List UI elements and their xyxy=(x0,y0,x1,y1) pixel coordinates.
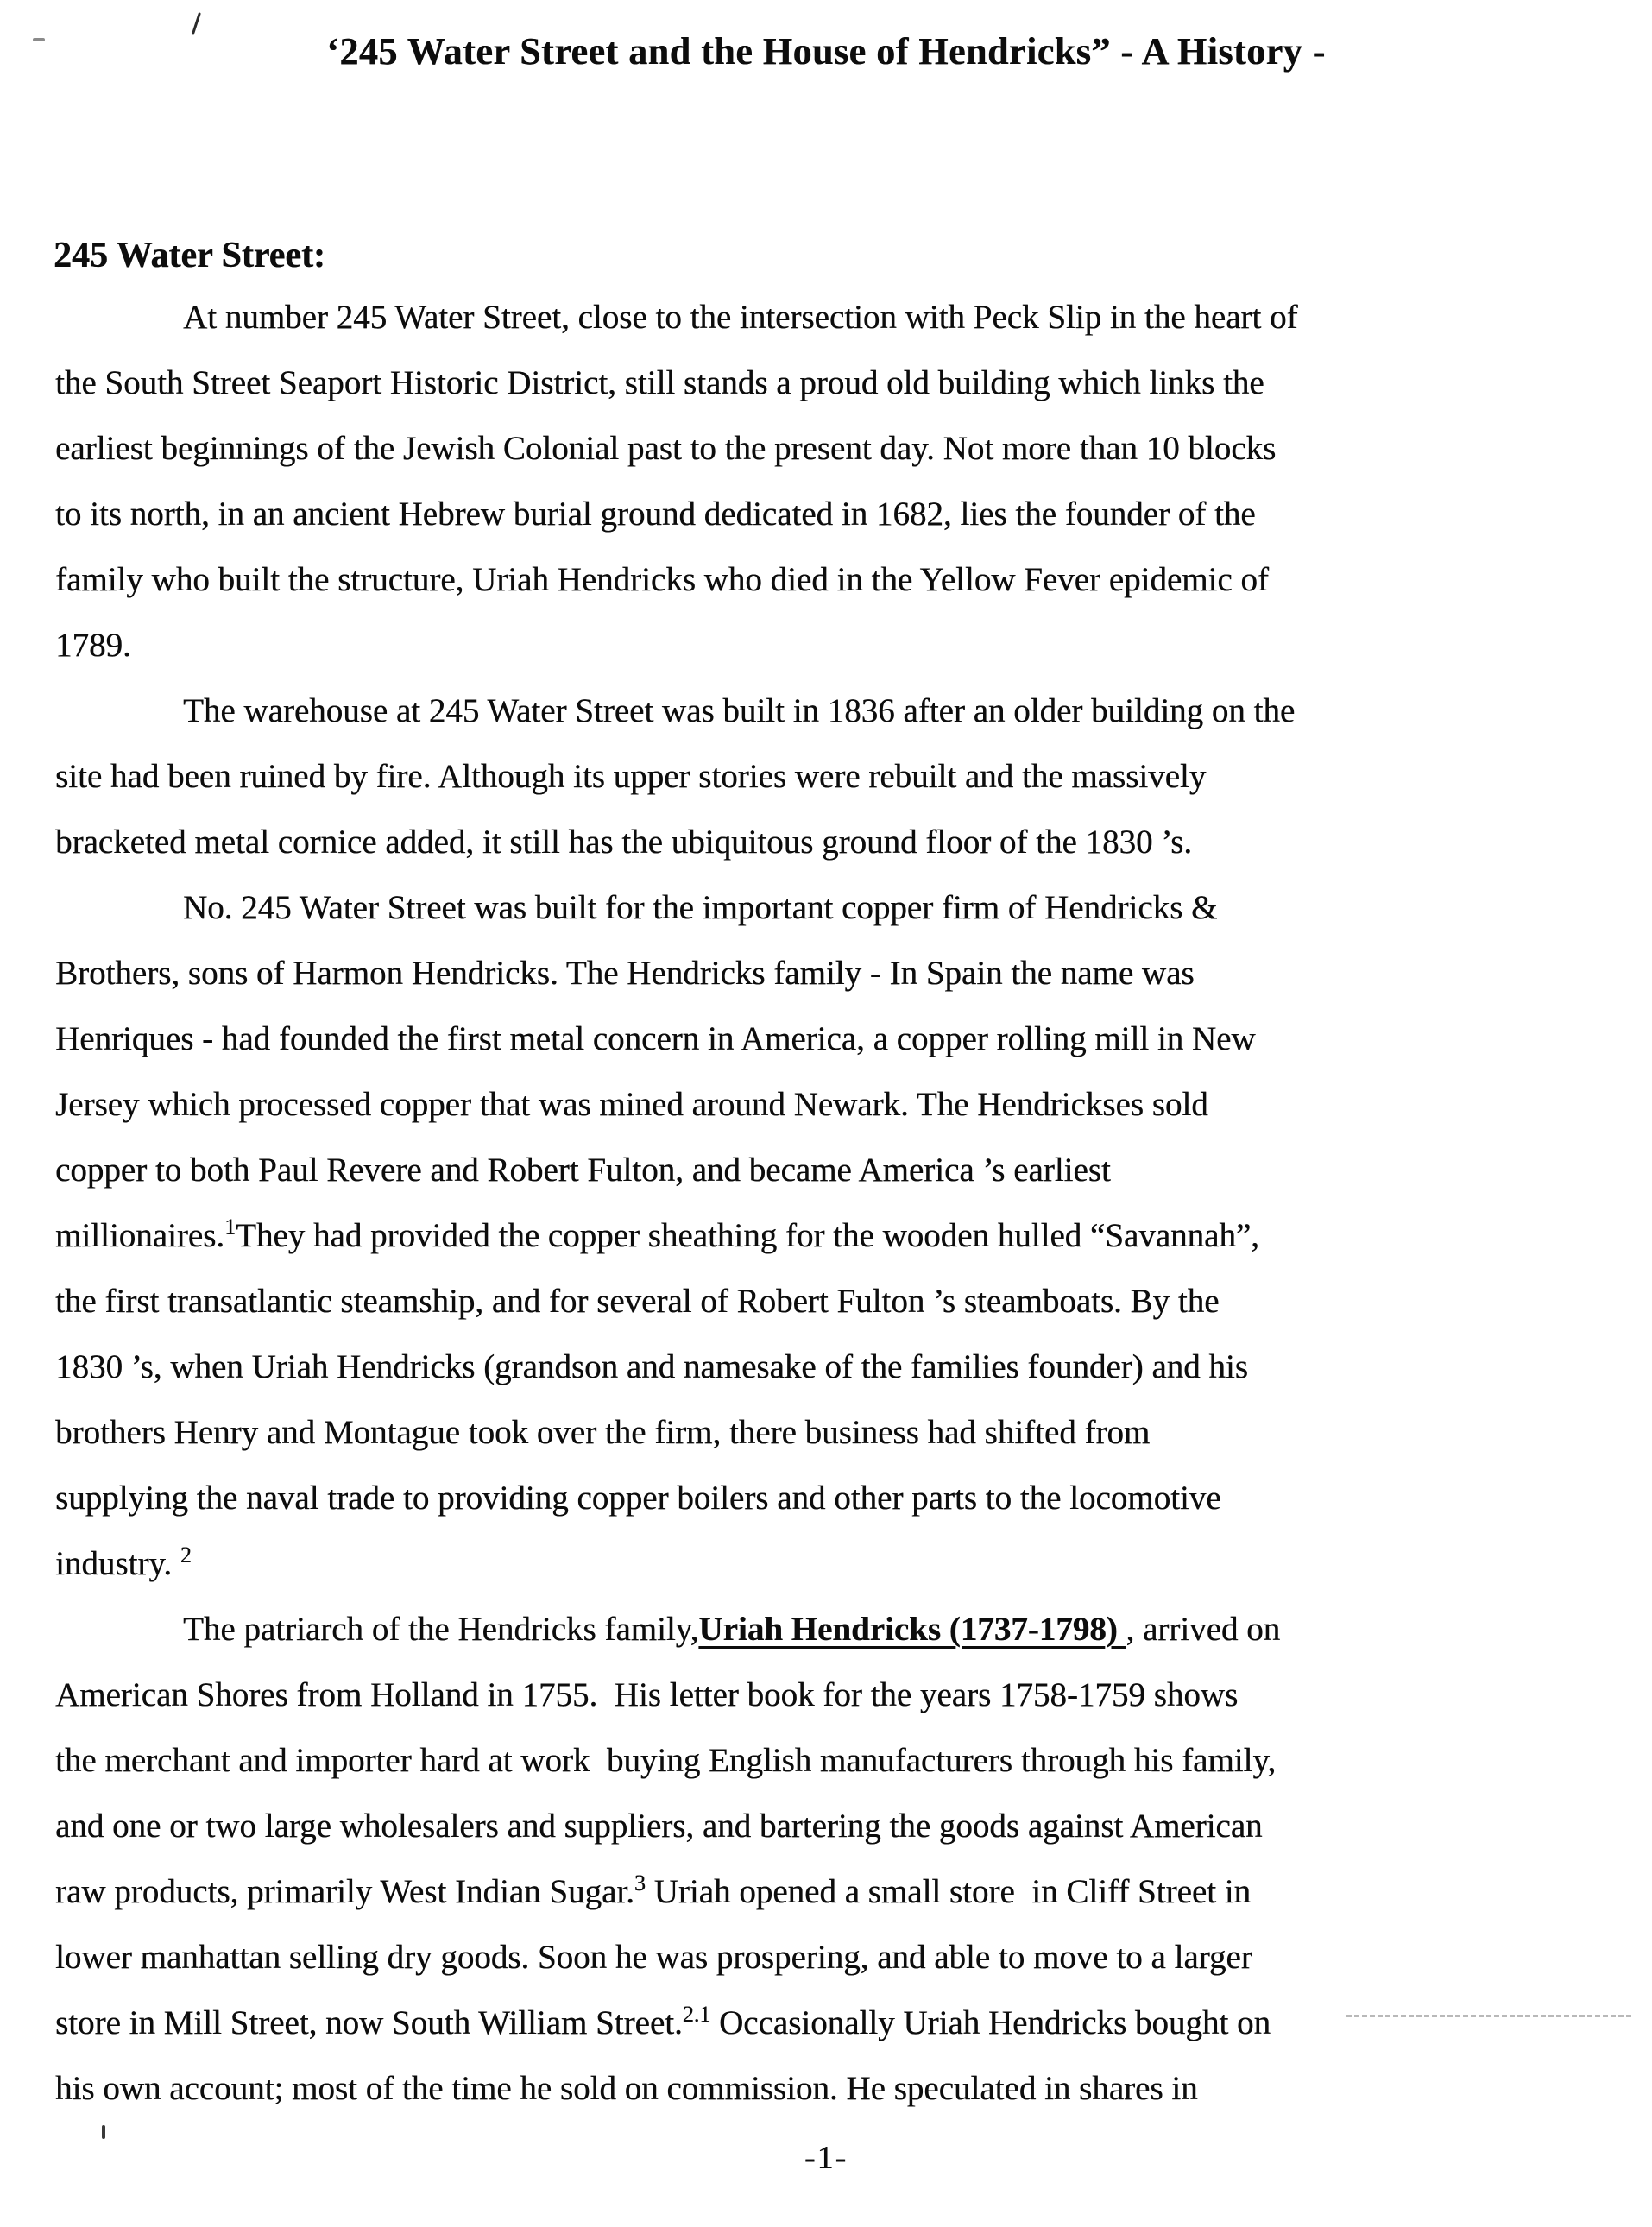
text-run: his own account; most of the time he sold on commission. He speculated in shares in xyxy=(55,2070,1198,2107)
scan-artifact xyxy=(102,2125,105,2139)
text-run: Brothers, sons of Harmon Hendricks. The Hendricks family - In Spain the name was xyxy=(55,955,1195,992)
page-title: ‘245 Water Street and the House of Hendricks” - A History - xyxy=(326,30,1326,73)
text-run: to its north, in an ancient Hebrew burial ground dedicated in 1682, lies the founder of the xyxy=(55,495,1256,533)
paragraph xyxy=(55,285,1602,678)
text-line xyxy=(55,1400,1602,1466)
text-line xyxy=(55,875,1602,941)
text-line xyxy=(55,1728,1602,1794)
text-line xyxy=(55,1662,1602,1728)
text-run: the South Street Seaport Historic District, still stands a proud old building which links the xyxy=(55,364,1264,401)
text-line xyxy=(55,1006,1602,1072)
text-line xyxy=(55,1531,1602,1597)
document-body xyxy=(55,285,1602,2122)
section-heading: 245 Water Street: xyxy=(54,236,325,275)
text-line xyxy=(55,941,1602,1006)
emphasized-name: Uriah Hendricks (1737-1798) xyxy=(698,1611,1126,1648)
text-line xyxy=(55,1269,1602,1334)
text-run: , arrived on xyxy=(1126,1611,1281,1648)
text-run: site had been ruined by fire. Although its upper stories were rebuilt and the massively xyxy=(55,758,1207,795)
text-line xyxy=(55,1138,1602,1203)
text-line xyxy=(55,1072,1602,1138)
text-line xyxy=(55,1794,1602,1859)
footnote-reference: 3 xyxy=(634,1871,646,1896)
text-run: the merchant and importer hard at work buying English manufacturers through his family, xyxy=(55,1742,1277,1779)
paragraph xyxy=(55,875,1602,1597)
text-run: Henriques - had founded the first metal concern in America, a copper rolling mill in New xyxy=(55,1020,1256,1057)
text-line xyxy=(55,1334,1602,1400)
text-run: industry. xyxy=(55,1545,180,1582)
text-line xyxy=(55,1990,1602,2056)
text-line xyxy=(55,1859,1602,1925)
text-run: American Shores from Holland in 1755. His letter book for the years 1758-1759 shows xyxy=(55,1676,1239,1713)
text-run: Uriah opened a small store in Cliff Street in xyxy=(645,1873,1252,1910)
text-run: The warehouse at 245 Water Street was built in 1836 after an older building on the xyxy=(183,692,1296,729)
page-number: -1- xyxy=(804,2140,848,2176)
text-line xyxy=(55,416,1602,482)
paragraph xyxy=(55,678,1602,875)
text-run: The patriarch of the Hendricks family, xyxy=(183,1611,699,1648)
text-run: raw products, primarily West Indian Sugar. xyxy=(55,1873,634,1910)
text-run: lower manhattan selling dry goods. Soon he was prospering, and able to move to a larger xyxy=(55,1939,1252,1976)
text-run: Occasionally Uriah Hendricks bought on xyxy=(710,2004,1271,2041)
text-run: store in Mill Street, now South William Street. xyxy=(55,2004,683,2041)
text-line xyxy=(55,810,1602,875)
text-line xyxy=(55,1597,1602,1662)
text-line xyxy=(55,613,1602,678)
text-run: copper to both Paul Revere and Robert Fulton, and became America ’s earliest xyxy=(55,1151,1111,1189)
text-run: At number 245 Water Street, close to the intersection with Peck Slip in the heart of xyxy=(183,299,1298,336)
text-run: supplying the naval trade to providing copper boilers and other parts to the locomotive xyxy=(55,1479,1221,1517)
text-run: Jersey which processed copper that was mined around Newark. The Hendrickses sold xyxy=(55,1086,1208,1123)
text-line xyxy=(55,547,1602,613)
text-line xyxy=(55,744,1602,810)
text-line xyxy=(55,1925,1602,1990)
text-line xyxy=(55,350,1602,416)
text-run: the first transatlantic steamship, and for several of Robert Fulton ’s steamboats. By the xyxy=(55,1283,1220,1320)
text-run: earliest beginnings of the Jewish Colonial past to the present day. Not more than 10 blocks xyxy=(55,430,1277,467)
text-run: No. 245 Water Street was built for the important copper firm of Hendricks & xyxy=(183,889,1218,926)
text-run: and one or two large wholesalers and suppliers, and bartering the goods against American xyxy=(55,1807,1263,1845)
text-line xyxy=(55,1466,1602,1531)
footnote-reference: 2 xyxy=(180,1542,192,1568)
text-line xyxy=(55,285,1602,350)
text-run: 1789. xyxy=(55,627,131,664)
text-run: brothers Henry and Montague took over the firm, there business had shifted from xyxy=(55,1414,1151,1451)
footnote-reference: 1 xyxy=(224,1214,236,1240)
text-run: family who built the structure, Uriah Hendricks who died in the Yellow Fever epidemic of xyxy=(55,561,1269,598)
text-line xyxy=(55,678,1602,744)
text-run: They had provided the copper sheathing for the wooden hulled “Savannah”, xyxy=(236,1217,1259,1254)
text-run: millionaires. xyxy=(55,1217,225,1254)
text-run: 1830 ’s, when Uriah Hendricks (grandson and namesake of the families founder) and his xyxy=(55,1348,1248,1385)
text-line xyxy=(55,1203,1602,1269)
footnote-reference: 2.1 xyxy=(682,2002,711,2027)
text-run: bracketed metal cornice added, it still has the ubiquitous ground floor of the 1830 ’s. xyxy=(55,823,1193,861)
text-line xyxy=(55,482,1602,547)
text-line xyxy=(55,2056,1602,2122)
paragraph xyxy=(55,1597,1602,2122)
